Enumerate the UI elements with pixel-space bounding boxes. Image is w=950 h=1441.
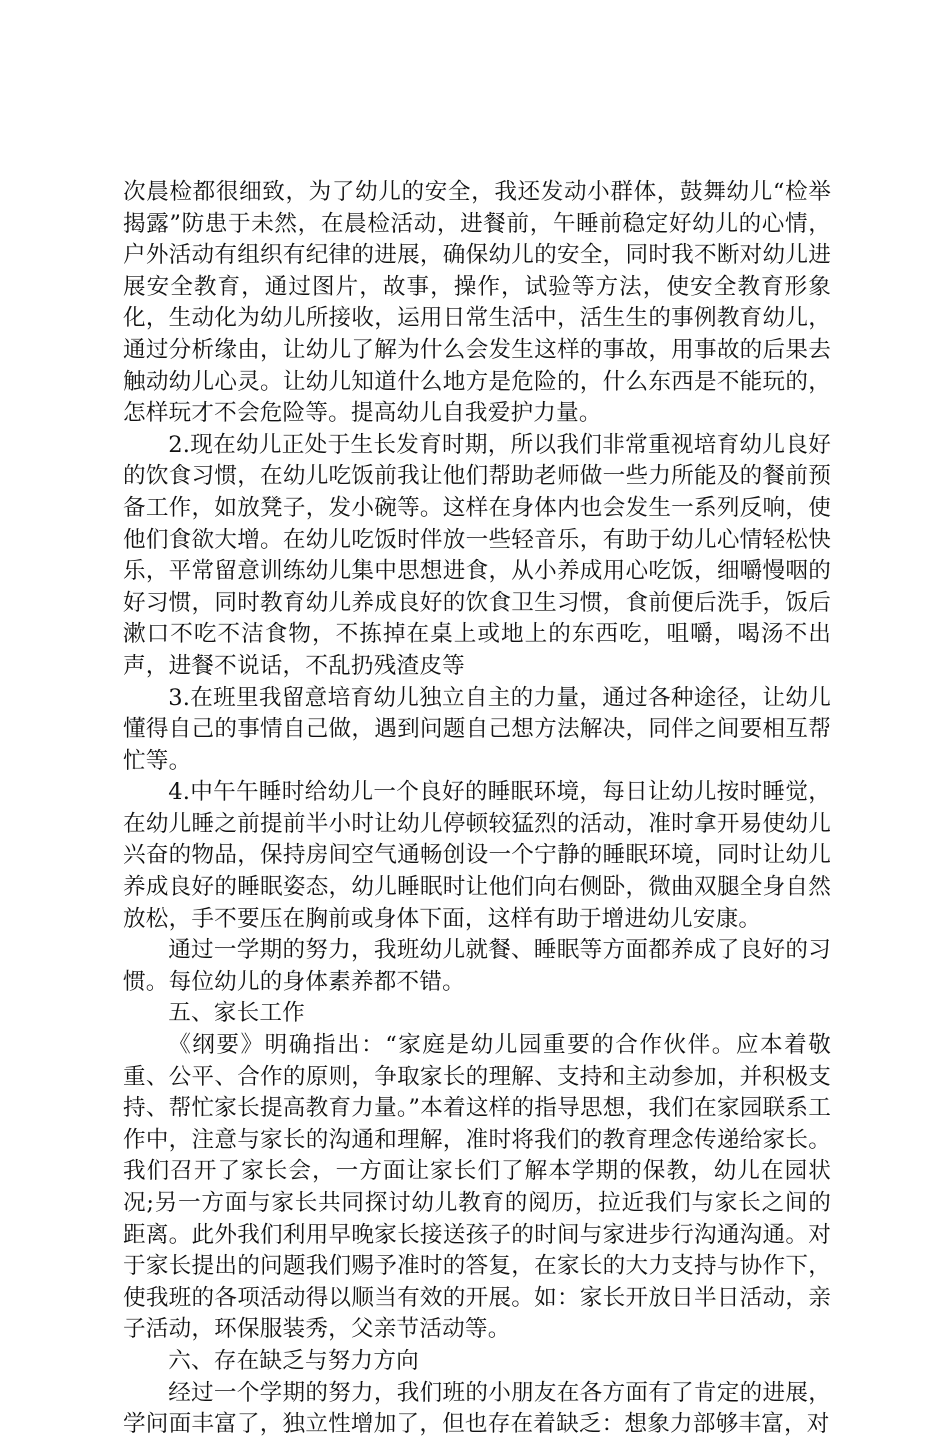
paragraph-independence: 3.在班里我留意培育幼儿独立自主的力量，通过各种途径，让幼儿懂得自己的事情自己做，遇到问题自己想方法解决，同伴之间要相互帮忙等。 — [123, 684, 831, 774]
paragraph-nap-environment: 4.中午午睡时给幼儿一个良好的睡眠环境，每日让幼儿按时睡觉，在幼儿睡之前提前半小时让幼儿停顿较猛烈的活动，准时拿开易使幼儿兴奋的物品，保持房间空气通畅创设一个宁静的睡眠环境，同时让幼儿养成良好的睡眠姿态，幼儿睡眠时让他们向右侧卧，微曲双腿全身自然放松，手不要压在胸前或身体下面，这样有助于增进幼儿安康。 — [123, 779, 831, 932]
paragraph-parent-work: 《纲要》明确指出：“家庭是幼儿园重要的合作伙伴。应本着敬重、公平、合作的原则，争取家长的理解、支持和主动参加，并积极支持、帮忙家长提高教育力量。”本着这样的指导思想，我们在家园联系工作中，注意与家长的沟通和理解，准时将我们的教育理念传递给家长。我们召开了家长会，一方面让家长们了解本学期的保教，幼儿在园状况;另一方面与家长共同探讨幼儿教育的阅历，拉近我们与家长之间的距离。此外我们利用早晚家长接送孩子的时间与家进步行沟通沟通。对于家长提出的问题我们赐予准时的答复，在家长的大力支持与协作下，使我班的各项活动得以顺当有效的开展。如：家长开放日半日活动，亲子活动，环保服装秀，父亲节活动等。 — [123, 1032, 831, 1343]
paragraph-safety-education: 次晨检都很细致，为了幼儿的安全，我还发动小群体，鼓舞幼儿“检举揭露”防患于未然，在晨检活动，进餐前，午睡前稳定好幼儿的心情，户外活动有组织有纪律的进展，确保幼儿的安全，同时我不断对幼儿进展安全教育，通过图片，故事，操作，试验等方法，使安全教育形象化，生动化为幼儿所接收，运用日常生活中，活生生的事例教育幼儿，通过分析缘由，让幼儿了解为什么会发生这样的事故，用事故的后果去触动幼儿心灵。让幼儿知道什么地方是危险的，什么东西是不能玩的，怎样玩才不会危险等。提高幼儿自我爱护力量。 — [123, 179, 831, 427]
paragraph-shortcomings: 经过一个学期的努力，我们班的小朋友在各方面有了肯定的进展，学问面丰富了，独立性增加了，但也存在着缺乏：想象力部够丰富，对 — [123, 1379, 831, 1438]
paragraph-eating-habits: 2.现在幼儿正处于生长发育时期，所以我们非常重视培育幼儿良好的饮食习惯，在幼儿吃饭前我让他们帮助老师做一些力所能及的餐前预备工作，如放凳子，发小碗等。这样在身体内也会发生一系列反响，使他们食欲大增。在幼儿吃饭时伴放一些轻音乐，有助于幼儿心情轻松快乐，平常留意训练幼儿集中思想进食，从小养成用心吃饭，细嚼慢咽的好习惯，同时教育幼儿养成良好的饮食卫生习惯，食前便后洗手，饭后漱口不吃不洁食物，不拣掉在桌上或地上的东西吃，咀嚼，喝汤不出声，进餐不说话，不乱扔残渣皮等 — [123, 431, 831, 679]
section-heading-parent-work: 五、家长工作 — [168, 1000, 305, 1027]
paragraph-semester-summary: 通过一学期的努力，我班幼儿就餐、睡眠等方面都养成了良好的习惯。每位幼儿的身体素养都不错。 — [123, 937, 831, 995]
section-heading-shortcomings: 六、存在缺乏与努力方向 — [168, 1347, 419, 1374]
document-body — [123, 177, 831, 1441]
